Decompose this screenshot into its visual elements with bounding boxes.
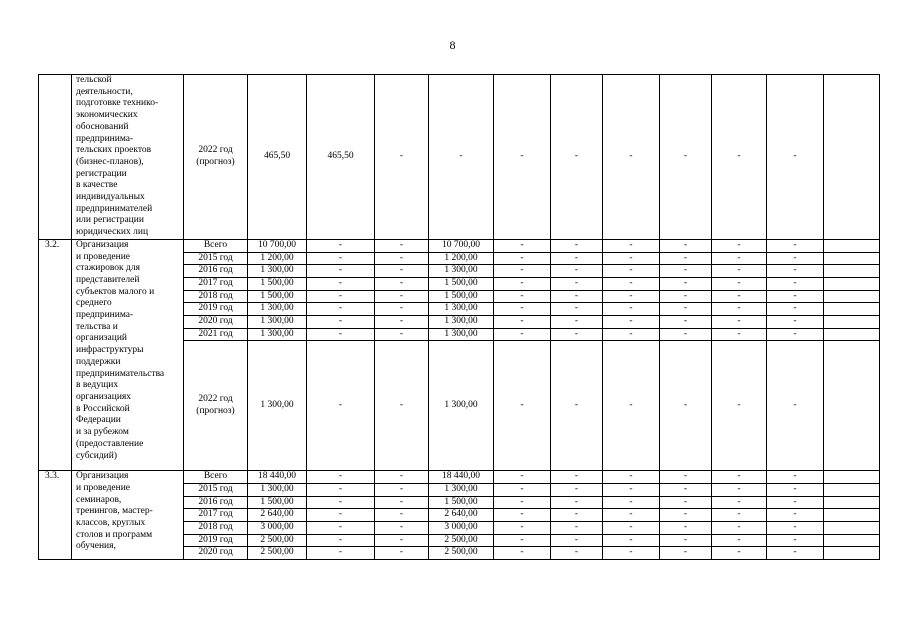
item-number — [39, 75, 72, 240]
value-cell: - — [375, 303, 429, 316]
value-cell: - — [712, 75, 767, 240]
year-cell: Всего — [184, 239, 248, 252]
item-name-line: индивидуальных — [76, 192, 145, 203]
item-name-line: экономических — [76, 110, 138, 121]
item-name-line: Организация — [76, 471, 129, 482]
item-name-line: и за рубежом — [76, 427, 129, 438]
item-name-line: поддержки — [76, 356, 121, 367]
value-cell: - — [551, 547, 603, 560]
value-cell: - — [767, 239, 824, 252]
value-cell: - — [551, 341, 603, 471]
item-name-line: регистрации — [76, 168, 127, 179]
item-name-line: деятельности, — [76, 86, 133, 97]
value-cell: - — [494, 534, 551, 547]
value-cell: - — [712, 265, 767, 278]
value-cell: - — [551, 471, 603, 484]
value-cell: - — [712, 521, 767, 534]
budget-table — [38, 74, 880, 560]
value-cell: - — [603, 265, 660, 278]
value-cell: - — [307, 277, 375, 290]
value-cell: - — [494, 341, 551, 471]
value-cell: - — [603, 239, 660, 252]
value-cell: 1 200,00 — [429, 252, 494, 265]
value-cell: - — [494, 303, 551, 316]
item-name-line: тельских проектов — [76, 145, 152, 156]
item-name-line: (предоставление — [76, 438, 144, 449]
value-cell: - — [307, 328, 375, 341]
value-cell: - — [494, 265, 551, 278]
item-number: 3.2. — [39, 239, 72, 470]
value-cell: - — [307, 265, 375, 278]
year-cell: 2018 год — [184, 290, 248, 303]
value-cell — [824, 252, 880, 265]
value-cell: 1 300,00 — [429, 483, 494, 496]
value-cell: - — [660, 483, 712, 496]
value-cell: - — [551, 534, 603, 547]
value-cell: - — [767, 303, 824, 316]
value-cell: - — [494, 239, 551, 252]
item-name-line: в качестве — [76, 180, 118, 191]
table-row — [39, 471, 880, 484]
year-cell: 2017 год — [184, 509, 248, 522]
value-cell: - — [712, 471, 767, 484]
value-cell: - — [767, 483, 824, 496]
value-cell: - — [767, 534, 824, 547]
item-name-line: и проведение — [76, 482, 130, 493]
value-cell: - — [603, 290, 660, 303]
item-name-line: организаций — [76, 333, 128, 344]
value-cell: - — [551, 265, 603, 278]
value-cell: - — [603, 496, 660, 509]
value-cell: - — [660, 509, 712, 522]
value-cell: - — [767, 471, 824, 484]
value-cell: - — [307, 547, 375, 560]
value-cell: - — [767, 265, 824, 278]
value-cell: 10 700,00 — [248, 239, 307, 252]
year-cell: 2015 год — [184, 483, 248, 496]
value-cell: - — [375, 534, 429, 547]
value-cell: - — [660, 303, 712, 316]
value-cell: - — [551, 483, 603, 496]
value-cell: 465,50 — [248, 75, 307, 240]
value-cell: - — [712, 509, 767, 522]
year-cell: 2022 год (прогноз) — [184, 75, 248, 240]
value-cell — [824, 265, 880, 278]
value-cell: 2 500,00 — [429, 534, 494, 547]
value-cell: - — [375, 290, 429, 303]
value-cell: - — [603, 534, 660, 547]
value-cell: - — [660, 496, 712, 509]
year-cell: 2020 год — [184, 547, 248, 560]
value-cell: - — [712, 547, 767, 560]
value-cell: - — [551, 509, 603, 522]
value-cell: - — [307, 534, 375, 547]
value-cell — [824, 290, 880, 303]
item-name-line: юридических лиц — [76, 227, 149, 238]
value-cell — [824, 496, 880, 509]
value-cell: - — [494, 521, 551, 534]
value-cell: - — [712, 239, 767, 252]
value-cell: 1 300,00 — [248, 265, 307, 278]
value-cell: - — [307, 290, 375, 303]
value-cell: - — [660, 328, 712, 341]
item-name-line: (бизнес-планов), — [76, 156, 144, 167]
value-cell: 1 300,00 — [248, 316, 307, 329]
value-cell: - — [712, 483, 767, 496]
value-cell: - — [551, 316, 603, 329]
value-cell: - — [375, 483, 429, 496]
item-name — [72, 471, 184, 560]
value-cell: - — [767, 252, 824, 265]
item-name-line: предпринимательства — [76, 368, 165, 379]
value-cell: - — [660, 277, 712, 290]
value-cell: - — [660, 471, 712, 484]
value-cell: - — [307, 496, 375, 509]
year-cell: 2019 год — [184, 534, 248, 547]
value-cell: 1 500,00 — [248, 290, 307, 303]
value-cell: - — [375, 239, 429, 252]
value-cell — [824, 316, 880, 329]
value-cell: 3 000,00 — [429, 521, 494, 534]
value-cell: - — [375, 341, 429, 471]
value-cell: 465,50 — [307, 75, 375, 240]
value-cell: 1 500,00 — [429, 277, 494, 290]
value-cell: - — [660, 521, 712, 534]
value-cell — [824, 341, 880, 471]
table-body — [39, 75, 880, 560]
item-name — [72, 239, 184, 470]
value-cell: 1 300,00 — [248, 328, 307, 341]
year-cell: 2015 год — [184, 252, 248, 265]
value-cell: 1 300,00 — [429, 328, 494, 341]
value-cell: - — [375, 328, 429, 341]
value-cell — [824, 277, 880, 290]
item-name-line: тельской — [76, 75, 112, 85]
value-cell: - — [494, 316, 551, 329]
value-cell — [824, 534, 880, 547]
value-cell: - — [767, 341, 824, 471]
value-cell: - — [551, 252, 603, 265]
value-cell: - — [375, 75, 429, 240]
value-cell — [824, 239, 880, 252]
item-number: 3.3. — [39, 471, 72, 560]
item-name-line: представителей — [76, 274, 140, 285]
value-cell — [824, 303, 880, 316]
value-cell: - — [712, 496, 767, 509]
value-cell: - — [767, 316, 824, 329]
value-cell: 1 300,00 — [429, 341, 494, 471]
value-cell: 1 300,00 — [429, 316, 494, 329]
value-cell: - — [551, 303, 603, 316]
value-cell: - — [660, 316, 712, 329]
value-cell: - — [307, 509, 375, 522]
year-cell: 2017 год — [184, 277, 248, 290]
value-cell: - — [603, 509, 660, 522]
item-name-line: классов, круглых — [76, 517, 146, 528]
value-cell: - — [712, 290, 767, 303]
value-cell: - — [603, 521, 660, 534]
value-cell — [824, 75, 880, 240]
value-cell: - — [660, 265, 712, 278]
value-cell: - — [767, 521, 824, 534]
value-cell: - — [551, 239, 603, 252]
item-name-line: обучения, — [76, 541, 116, 552]
value-cell: - — [712, 252, 767, 265]
value-cell: - — [603, 277, 660, 290]
item-name-line: или регистрации — [76, 215, 144, 226]
year-cell: 2019 год — [184, 303, 248, 316]
value-cell: - — [603, 316, 660, 329]
value-cell: - — [375, 521, 429, 534]
value-cell: 1 500,00 — [248, 277, 307, 290]
item-name-line: обоснований — [76, 121, 129, 132]
value-cell: - — [375, 277, 429, 290]
value-cell — [824, 521, 880, 534]
value-cell: - — [494, 290, 551, 303]
item-name-line: в Российской — [76, 403, 130, 414]
value-cell: - — [767, 75, 824, 240]
value-cell: 18 440,00 — [429, 471, 494, 484]
value-cell: - — [551, 521, 603, 534]
value-cell: - — [603, 547, 660, 560]
value-cell: - — [603, 341, 660, 471]
value-cell: - — [307, 252, 375, 265]
value-cell: - — [494, 277, 551, 290]
value-cell: - — [712, 303, 767, 316]
value-cell: - — [767, 496, 824, 509]
value-cell: - — [767, 277, 824, 290]
item-name-line: предпринима- — [76, 133, 134, 144]
value-cell: - — [375, 509, 429, 522]
year-cell: 2016 год — [184, 496, 248, 509]
value-cell: - — [307, 483, 375, 496]
value-cell: - — [660, 75, 712, 240]
value-cell — [824, 547, 880, 560]
item-name-line: столов и программ — [76, 529, 153, 540]
item-name-line: семинаров, — [76, 494, 122, 505]
value-cell: 1 300,00 — [429, 265, 494, 278]
item-name-line: Федерации — [76, 415, 121, 426]
value-cell: 2 640,00 — [248, 509, 307, 522]
item-name — [72, 75, 184, 240]
item-name-line: в ведущих — [76, 380, 119, 391]
value-cell: - — [660, 534, 712, 547]
value-cell: - — [660, 252, 712, 265]
value-cell: - — [603, 483, 660, 496]
year-cell: 2018 год — [184, 521, 248, 534]
value-cell: - — [660, 547, 712, 560]
value-cell: - — [307, 341, 375, 471]
value-cell: 18 440,00 — [248, 471, 307, 484]
value-cell: 3 000,00 — [248, 521, 307, 534]
value-cell: 2 640,00 — [429, 509, 494, 522]
value-cell: - — [375, 265, 429, 278]
value-cell: 1 300,00 — [248, 303, 307, 316]
value-cell: - — [712, 328, 767, 341]
item-name-line: организациях — [76, 391, 132, 402]
value-cell: - — [494, 483, 551, 496]
table-row — [39, 75, 880, 240]
value-cell — [824, 509, 880, 522]
value-cell: - — [551, 328, 603, 341]
item-name-line: субсидий) — [76, 450, 118, 461]
item-name-line: тельства и — [76, 321, 118, 332]
value-cell: - — [494, 496, 551, 509]
page-number: 8 — [449, 38, 456, 52]
value-cell: - — [712, 534, 767, 547]
value-cell: - — [767, 290, 824, 303]
value-cell: 2 500,00 — [429, 547, 494, 560]
value-cell: - — [603, 252, 660, 265]
year-cell: 2016 год — [184, 265, 248, 278]
item-name-line: стажировок для — [76, 263, 140, 274]
value-cell: - — [307, 471, 375, 484]
value-cell: - — [712, 341, 767, 471]
value-cell: 1 200,00 — [248, 252, 307, 265]
item-name-line: и проведение — [76, 251, 130, 262]
value-cell: 1 500,00 — [429, 496, 494, 509]
year-cell: 2020 год — [184, 316, 248, 329]
year-cell: Всего — [184, 471, 248, 484]
value-cell: - — [551, 75, 603, 240]
value-cell: - — [603, 75, 660, 240]
item-name-line: среднего — [76, 298, 112, 309]
value-cell: 1 300,00 — [248, 483, 307, 496]
value-cell — [824, 483, 880, 496]
value-cell: 1 300,00 — [429, 303, 494, 316]
value-cell: - — [767, 328, 824, 341]
value-cell: - — [551, 290, 603, 303]
value-cell: - — [603, 328, 660, 341]
value-cell: 1 500,00 — [429, 290, 494, 303]
value-cell: - — [712, 277, 767, 290]
value-cell: - — [375, 252, 429, 265]
item-name-line: тренингов, мастер- — [76, 506, 153, 517]
value-cell: - — [494, 471, 551, 484]
value-cell: - — [494, 75, 551, 240]
value-cell: 2 500,00 — [248, 534, 307, 547]
value-cell: - — [767, 547, 824, 560]
value-cell: - — [494, 328, 551, 341]
item-name-line: субъектов малого и — [76, 286, 155, 297]
item-name-line: инфраструктуры — [76, 345, 144, 356]
item-name-line: Организация — [76, 239, 129, 250]
value-cell — [824, 328, 880, 341]
year-cell: 2022 год (прогноз) — [184, 341, 248, 471]
value-cell — [824, 471, 880, 484]
value-cell: - — [375, 471, 429, 484]
item-name-line: предпринима- — [76, 310, 134, 321]
value-cell: - — [660, 239, 712, 252]
value-cell: - — [494, 509, 551, 522]
value-cell: 1 500,00 — [248, 496, 307, 509]
value-cell: - — [375, 316, 429, 329]
value-cell: - — [307, 239, 375, 252]
value-cell: - — [603, 471, 660, 484]
value-cell: - — [660, 290, 712, 303]
value-cell: - — [551, 496, 603, 509]
value-cell: - — [307, 316, 375, 329]
value-cell: - — [375, 547, 429, 560]
value-cell: - — [375, 496, 429, 509]
table-row — [39, 239, 880, 252]
value-cell: 10 700,00 — [429, 239, 494, 252]
value-cell: - — [307, 303, 375, 316]
year-cell: 2021 год — [184, 328, 248, 341]
value-cell: - — [712, 316, 767, 329]
value-cell: - — [307, 521, 375, 534]
value-cell: - — [429, 75, 494, 240]
value-cell: - — [660, 341, 712, 471]
value-cell: - — [603, 303, 660, 316]
item-name-line: подготовке технико- — [76, 98, 159, 109]
value-cell: - — [494, 547, 551, 560]
value-cell: - — [767, 509, 824, 522]
value-cell: - — [551, 277, 603, 290]
value-cell: - — [494, 252, 551, 265]
value-cell: 1 300,00 — [248, 341, 307, 471]
value-cell: 2 500,00 — [248, 547, 307, 560]
item-name-line: предпринимателей — [76, 203, 153, 214]
